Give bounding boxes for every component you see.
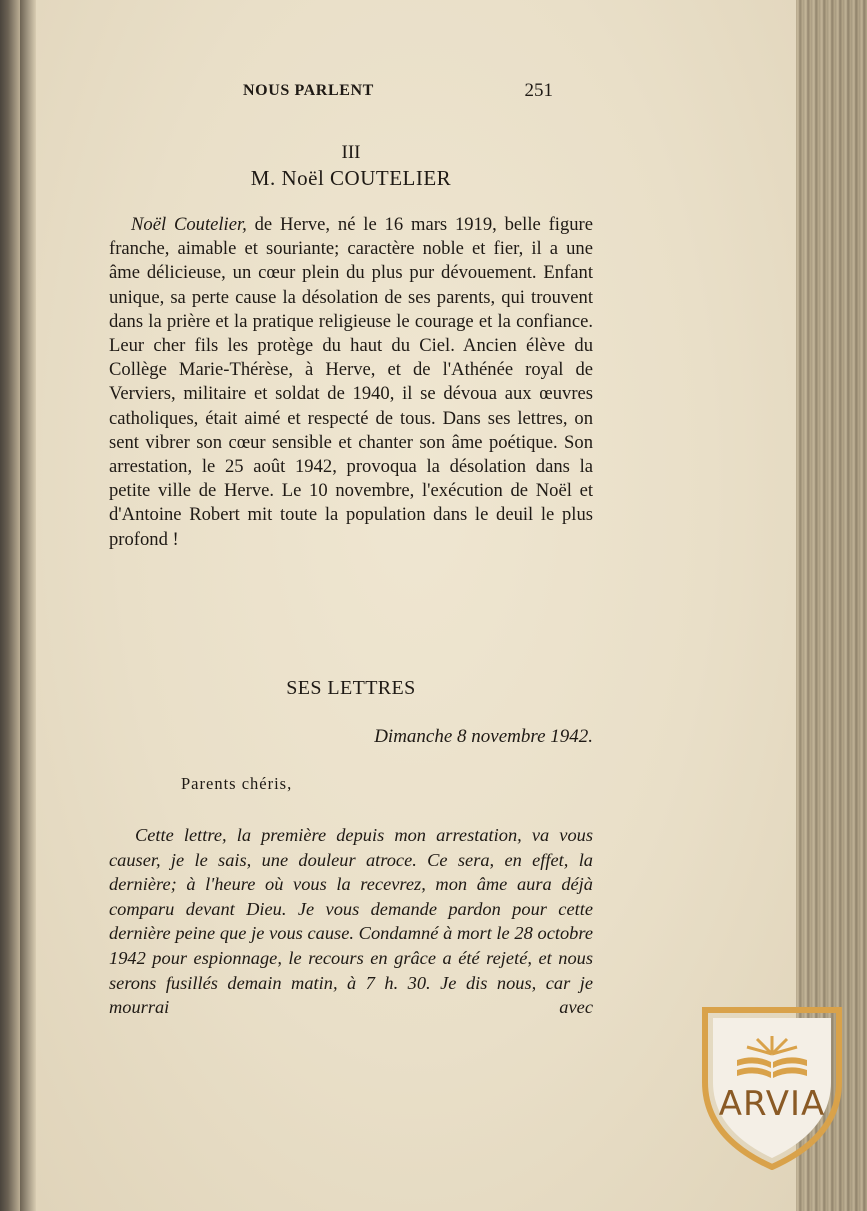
letter-salutation: Parents chéris, — [181, 774, 293, 793]
bio-text: de Herve, né le 16 mars 1919, belle figure franche, aimable et souriante; caractère noble et fier, il a une âme délicieuse, un cœur plein du plus pur dévouement. Enfant unique, sa perte cause la désolation de ses parents, qui trouvent dans la prière et la pratique religieuse le courage et la confiance. Leur cher fils les protège du haut du Ciel. Ancien élève du Collège Marie-Thérèse, à Herve, et de l'Athénée royal de Verviers, militaire et soldat de 1940, il se dévoua aux œuvres catholiques, était aimé et respecté de tous. Dans ses lettres, on sent vibrer son cœur sensible et chanter son âme poétique. Son arrestation, le 25 août 1942, provoqua la désolation dans la petite ville de Herve. Le 10 novembre, l'exécution de Noël et d'Antoine Robert mit toute la population dans le deuil le plus profond ! — [109, 214, 593, 550]
letter-text: Cette lettre, la première depuis mon arrestation, va vous causer, je le sais, une douleur atroce. Ce sera, en effet, la dernière; à l'heure où vous la recevrez, mon âme aura déjà comparu devant Dieu. Je vous demande pardon pour cette dernière peine que je vous cause. Condamné à mort le 28 octobre 1942 pour espionnage, le recours en grâce a été rejeté, et nous serons fusillés demain matin, à 7 h. 30. Je dis nous, car je mourrai avec — [109, 825, 593, 1018]
letter-dateline: Dimanche 8 novembre 1942. — [374, 726, 593, 747]
arvia-watermark-logo — [697, 1002, 847, 1170]
left-page-edge — [20, 0, 36, 1211]
letters-heading: SES LETTRES — [286, 677, 416, 699]
bio-name: Noël Coutelier, — [131, 214, 247, 235]
logo-wordmark: ARVIA — [718, 1084, 826, 1124]
letter-body — [109, 823, 593, 1020]
biography-paragraph — [109, 213, 593, 552]
section-number: III — [341, 142, 361, 163]
section-title: M. Noël COUTELIER — [250, 166, 452, 190]
running-title: NOUS PARLENT — [243, 82, 374, 99]
page-number: 251 — [524, 80, 553, 101]
running-head — [243, 80, 563, 104]
